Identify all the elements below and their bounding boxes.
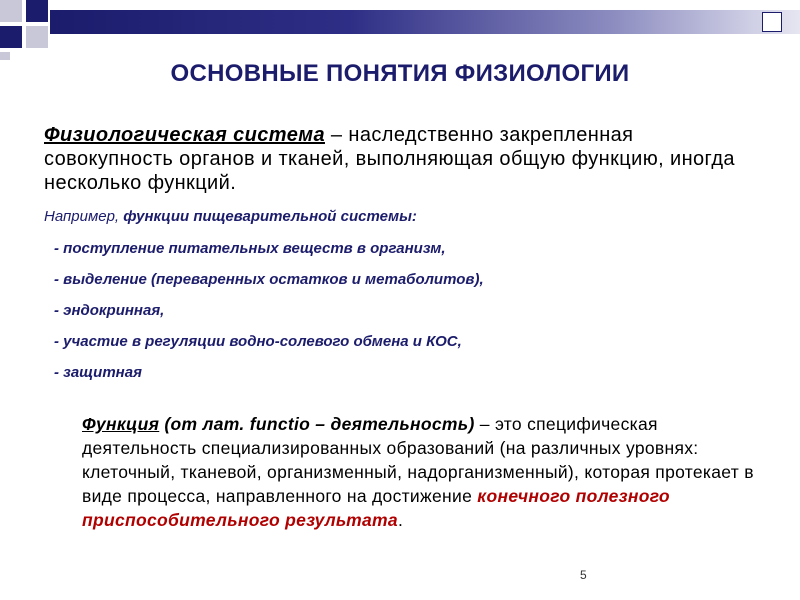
example-title: функции пищеварительной системы:	[123, 208, 417, 225]
definition-physiological-system	[44, 123, 764, 195]
definition-end: .	[397, 510, 404, 530]
highlighted-result: конечного полезного приспособительного результата	[82, 486, 670, 530]
list-item: - поступление питательных веществ в организм,	[54, 240, 446, 257]
example-heading	[44, 208, 417, 225]
example-lead: Например,	[44, 208, 124, 225]
definition-function	[82, 412, 772, 532]
decor-square	[0, 0, 22, 22]
page-number: 5	[580, 568, 587, 582]
decorative-header-band	[0, 0, 800, 60]
decor-square	[0, 52, 10, 60]
decor-square	[0, 26, 22, 48]
decor-square	[26, 26, 48, 48]
definition-etymology: (от лат. functio – деятельность)	[159, 414, 475, 434]
header-gradient-bar	[50, 10, 800, 34]
definition-text: – это специфическая деятельность специализированных образований (на различных уровнях: клеточный, тканевой, организменный, надорганизменный), которая протекает в виде процесса, направленного на достижение	[82, 414, 754, 506]
list-item: - защитная	[54, 364, 142, 381]
definition-term: Физиологическая система	[44, 124, 325, 146]
slide-title: ОСНОВНЫЕ ПОНЯТИЯ ФИЗИОЛОГИИ	[170, 60, 630, 87]
definition-text: – наследственно закрепленная совокупность органов и тканей, выполняющая общую функцию, иногда несколько функций.	[44, 124, 735, 194]
list-item: - участие в регуляции водно-солевого обмена и КОС,	[54, 333, 462, 350]
decor-square	[26, 0, 48, 22]
list-item: - выделение (переваренных остатков и метаболитов),	[54, 271, 484, 288]
functions-list	[54, 238, 484, 393]
list-item: - эндокринная,	[54, 302, 165, 319]
decor-corner-box	[762, 12, 782, 32]
definition-term: Функция	[82, 414, 160, 434]
